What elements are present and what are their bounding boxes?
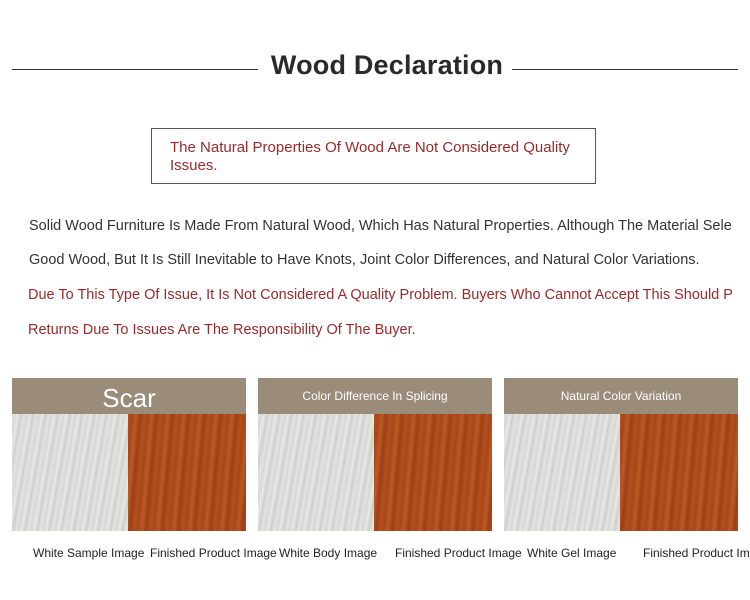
panel-scar (12, 378, 246, 531)
caption-finished-2: Finished Product Image (395, 546, 522, 560)
body-line-2: Good Wood, But It Is Still Inevitable to Have Knots, Joint Color Differences, and Natural Color Variations. (29, 252, 700, 268)
body-line-3: Due To This Type Of Issue, It Is Not Considered A Quality Problem. Buyers Who Cannot Accept This Should P (28, 287, 733, 303)
caption-finished-1: Finished Product Image (150, 546, 277, 560)
finished-product-image (620, 414, 738, 531)
body-line-4: Returns Due To Issues Are The Responsibility Of The Buyer. (28, 322, 416, 338)
panel-natural-variation (504, 378, 738, 531)
title-rule-right (506, 69, 738, 70)
finished-product-image (374, 414, 492, 531)
panel-label: Color Difference In Splicing (258, 378, 492, 414)
caption-white-sample: White Sample Image (33, 546, 145, 560)
panel-label: Natural Color Variation (504, 378, 738, 414)
caption-white-body: White Body Image (279, 546, 378, 560)
notice-box: The Natural Properties Of Wood Are Not Considered Quality Issues. (151, 128, 596, 184)
caption-finished-3: Finished Product Im (643, 546, 750, 560)
body-line-1: Solid Wood Furniture Is Made From Natural Wood, Which Has Natural Properties. Although The Material Sele (29, 218, 732, 234)
white-sample-image (12, 414, 128, 531)
white-gel-image (504, 414, 620, 531)
title-rule-left (12, 69, 258, 70)
white-body-image (258, 414, 374, 531)
caption-white-gel: White Gel Image (527, 546, 617, 560)
panel-label: Scar (12, 378, 246, 414)
finished-product-image (128, 414, 246, 531)
panel-color-difference (258, 378, 492, 531)
page-title: Wood Declaration (262, 50, 512, 81)
